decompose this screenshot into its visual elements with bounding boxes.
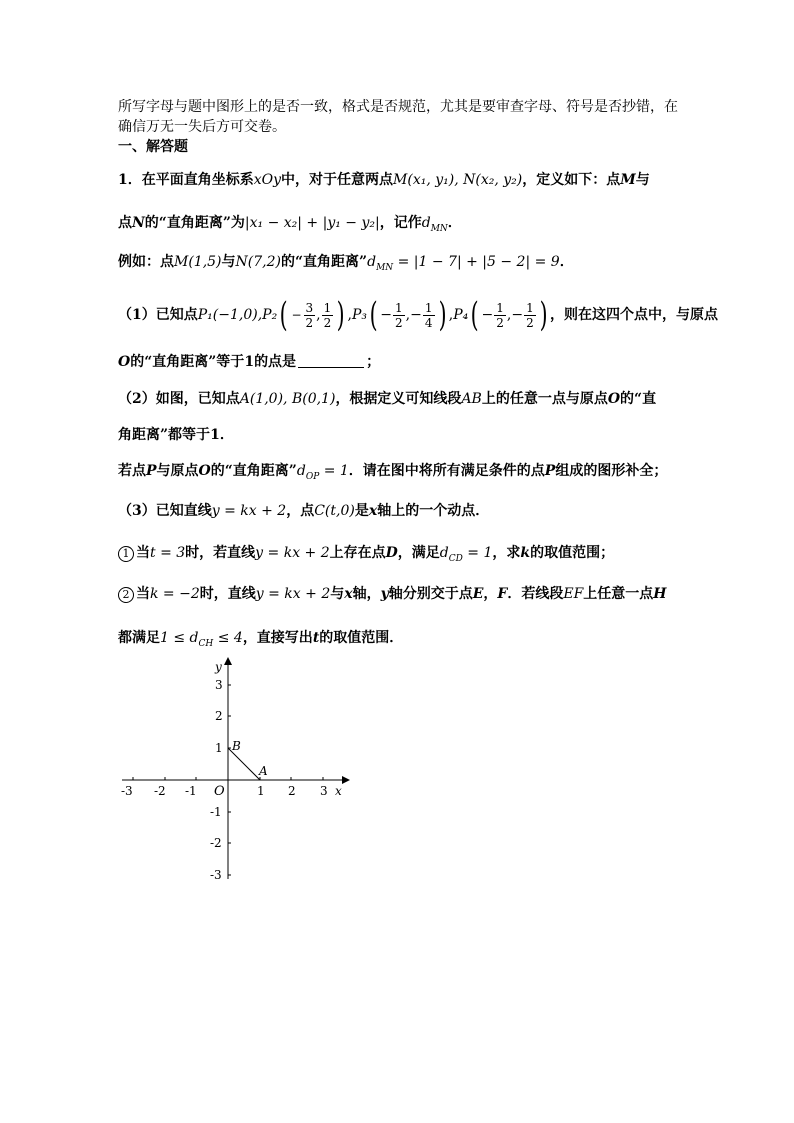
math: AB xyxy=(461,391,482,407)
math: P xyxy=(146,463,157,479)
q1-part-1 xyxy=(118,295,718,335)
fraction xyxy=(322,301,334,330)
text: 角距离”都等于 xyxy=(118,427,211,443)
paren: ) xyxy=(336,295,345,335)
text: 若点 xyxy=(118,463,146,479)
intro-line-1: 所写字母与题中图形上的是否一致，格式是否规范，尤其是要审查字母、符号是否抄错，在 xyxy=(118,99,678,115)
text: ．请在图中将所有满足条件的点 xyxy=(348,463,545,479)
text: 当 xyxy=(136,545,150,561)
fraction xyxy=(524,301,536,330)
text: ，根据定义可知线段 xyxy=(335,391,462,407)
x-tick-label: -1 xyxy=(185,784,197,798)
math: N(7,2) xyxy=(235,254,281,270)
text: 在平面直角坐标系 xyxy=(141,172,254,188)
q1-part-3-sub-2 xyxy=(118,584,667,604)
math: O xyxy=(607,391,621,407)
q1-number: 1． xyxy=(118,172,142,188)
y-tick-label: 1 xyxy=(215,741,223,755)
den: 2 xyxy=(526,315,534,330)
math: P xyxy=(544,463,556,479)
den: 4 xyxy=(424,315,433,330)
num: 3 xyxy=(305,300,314,315)
math-sub: CH xyxy=(198,638,214,649)
math-sub: MN xyxy=(376,262,394,273)
q1-example xyxy=(118,252,574,278)
math: x xyxy=(344,586,353,602)
math: EF xyxy=(563,586,584,602)
text: ，直接写出 xyxy=(242,630,313,646)
text: ， xyxy=(483,586,498,602)
point-a-label: A xyxy=(259,764,268,778)
x-tick-label: -3 xyxy=(121,784,133,798)
math: N xyxy=(132,215,145,231)
q1-part-3 xyxy=(118,501,489,521)
y-tick-label: -2 xyxy=(210,836,222,850)
text: 时，直线 xyxy=(199,586,256,602)
comma: , xyxy=(316,307,321,323)
q1-part-2-task xyxy=(118,461,667,487)
x-axis-arrow xyxy=(342,776,350,784)
math: xOy xyxy=(253,172,282,188)
text: 与原点 xyxy=(156,463,199,479)
text: 的“直角距离”等于 xyxy=(130,354,245,370)
text: 1 xyxy=(244,354,255,370)
x-tick-label: 1 xyxy=(257,784,265,798)
q1-part-3-sub-2-cont xyxy=(118,628,403,654)
num: 1 xyxy=(424,300,433,315)
den: 2 xyxy=(323,315,332,330)
den: 2 xyxy=(305,315,314,330)
comma: , xyxy=(448,307,454,323)
num: 1 xyxy=(395,300,403,315)
paren: ) xyxy=(539,295,548,335)
math: k xyxy=(520,545,531,561)
math: = 1 xyxy=(462,545,493,561)
math: O xyxy=(198,463,211,479)
text: ，则在这四个点中，与原点 xyxy=(550,307,718,323)
text: 中，对于任意两点 xyxy=(281,172,394,188)
math: 1 ≤ xyxy=(160,630,190,646)
text: （2）如图，已知点 xyxy=(118,391,240,407)
math-sub: CD xyxy=(448,553,463,564)
text: ，求 xyxy=(492,545,521,561)
math: E xyxy=(472,586,484,602)
math: F xyxy=(497,586,508,602)
math: d xyxy=(367,254,377,270)
text: 与 xyxy=(635,172,650,188)
text: 轴， xyxy=(352,586,381,602)
text: 点 xyxy=(118,215,132,231)
section-title: 一、解答题 xyxy=(118,139,188,155)
math: O xyxy=(118,354,131,370)
comma: ,− xyxy=(405,307,422,323)
text: 上存在点 xyxy=(329,545,386,561)
fraction xyxy=(304,301,316,330)
math: M(x₁, y₁), N(x₂, y₂) xyxy=(393,172,523,188)
y-tick-label: -3 xyxy=(210,868,222,882)
q1-part-2-cont xyxy=(118,425,234,445)
text: 上的任意一点与原点 xyxy=(481,391,608,407)
math: P₂ xyxy=(262,307,278,323)
math: P₄ xyxy=(453,307,469,323)
text: 1 xyxy=(210,427,220,443)
math: d xyxy=(296,463,306,479)
paren: ( xyxy=(470,295,479,335)
math: = |1 − 7| + |5 − 2| = 9 xyxy=(393,254,560,270)
text: 例如：点 xyxy=(118,254,174,270)
y-tick-label: -1 xyxy=(210,805,222,819)
math: |x₁ − x₂| + |y₁ − y₂| xyxy=(244,215,380,231)
text: ． xyxy=(559,254,574,270)
math-sub: OP xyxy=(305,471,320,482)
text: 的取值范围． xyxy=(319,630,404,646)
text: 的点是 xyxy=(254,354,297,370)
text: ，点 xyxy=(286,503,315,519)
fraction: − xyxy=(291,308,302,322)
num: 1 xyxy=(526,300,534,315)
text: 与 xyxy=(330,586,345,602)
text: 的“直角距离” xyxy=(280,254,368,270)
math: k = −2 xyxy=(150,586,200,602)
text: 的取值范围； xyxy=(530,545,615,561)
point-b-label: B xyxy=(232,739,241,753)
num: 1 xyxy=(496,300,504,315)
math: M xyxy=(620,172,636,188)
text: 上任意一点 xyxy=(583,586,654,602)
text: ，定义如下：点 xyxy=(522,172,621,188)
math: P₁(−1,0), xyxy=(197,307,263,323)
x-tick-label: 3 xyxy=(320,784,328,798)
text: ． xyxy=(219,427,234,443)
math: ≤ 4 xyxy=(213,630,243,646)
text: 与 xyxy=(221,254,236,270)
math: x xyxy=(368,503,378,519)
math: d xyxy=(189,630,199,646)
y-tick-label: 2 xyxy=(215,709,223,723)
q1-part-1-cont xyxy=(118,352,380,372)
math: d xyxy=(421,215,431,231)
text: 时，若直线 xyxy=(185,545,256,561)
text: 的“直 xyxy=(620,391,657,407)
minus: − xyxy=(481,307,494,323)
paren: ) xyxy=(438,295,447,335)
q1-line-2 xyxy=(118,213,462,239)
y-axis-arrow xyxy=(224,657,232,665)
x-tick-label: 2 xyxy=(288,784,296,798)
math: M(1,5) xyxy=(174,254,222,270)
den: 2 xyxy=(395,315,403,330)
q1-part-3-sub-1 xyxy=(118,543,614,569)
text: ． xyxy=(447,215,462,231)
origin-label: O xyxy=(214,784,225,799)
math: C(t,0) xyxy=(314,503,355,519)
math: d xyxy=(439,545,449,561)
coordinate-graph xyxy=(110,655,360,885)
q1-part-2 xyxy=(118,389,656,409)
text: 都满足 xyxy=(118,630,160,646)
text: ．若线段 xyxy=(507,586,564,602)
num: 1 xyxy=(323,300,332,315)
text: （1）已知点 xyxy=(118,307,198,323)
text: 的“直角距离” xyxy=(210,463,297,479)
math: y = kx + 2 xyxy=(255,586,331,602)
circled-number-2: 2 xyxy=(118,587,134,603)
minus: − xyxy=(380,307,393,323)
text: 的“直角距离”为 xyxy=(144,215,245,231)
den: 2 xyxy=(496,315,504,330)
text: 当 xyxy=(136,586,150,602)
text: ，记作 xyxy=(379,215,422,231)
math: y = kx + 2 xyxy=(211,503,287,519)
paren: ( xyxy=(279,295,288,335)
paren: ( xyxy=(369,295,378,335)
math: H xyxy=(653,586,667,602)
answer-blank[interactable] xyxy=(298,353,364,368)
fraction xyxy=(494,301,506,330)
math: = 1 xyxy=(319,463,349,479)
comma: , xyxy=(347,307,352,323)
math: t xyxy=(312,630,320,646)
text: （3）已知直线 xyxy=(118,503,212,519)
text: 是 xyxy=(354,503,369,519)
math: y = kx + 2 xyxy=(255,545,330,561)
text: ； xyxy=(366,354,381,370)
circled-number-1: 1 xyxy=(118,546,134,562)
x-tick-label: -2 xyxy=(154,784,166,798)
intro-line-2: 确信万无一失后方可交卷。 xyxy=(118,119,286,135)
math: D xyxy=(385,545,398,561)
fraction xyxy=(393,301,405,330)
fraction xyxy=(423,301,435,330)
y-axis-label: y xyxy=(215,660,222,674)
math: t = 3 xyxy=(150,545,186,561)
comma: ,− xyxy=(506,307,524,323)
math: A(1,0), B(0,1) xyxy=(239,391,336,407)
x-axis-label: x xyxy=(335,784,342,798)
text: ，满足 xyxy=(397,545,440,561)
math: y xyxy=(380,586,389,602)
text: 组成的图形补全； xyxy=(555,463,668,479)
math-sub: MN xyxy=(430,223,448,234)
y-tick-label: 3 xyxy=(215,678,223,692)
math: P₃ xyxy=(351,307,368,323)
q1-line-1 xyxy=(118,170,650,190)
text: 轴分别交于点 xyxy=(388,586,473,602)
text: 轴上的一个动点． xyxy=(377,503,490,519)
